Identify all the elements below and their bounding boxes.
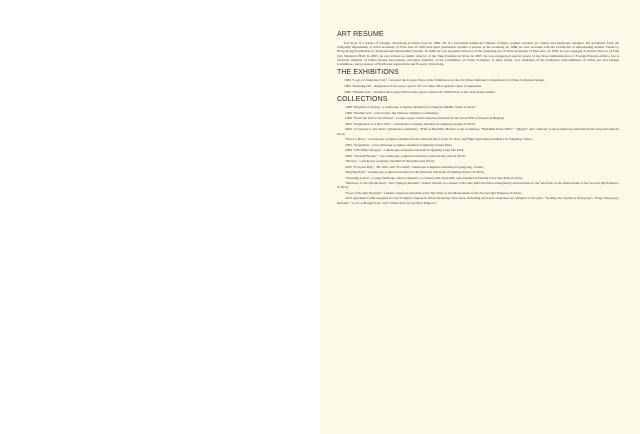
collection-item: 2005 "Serendkin", cute landscape sculpture installed at Qujiang Ocean Park; [345, 142, 453, 147]
page-content [337, 29, 619, 206]
collection-item: 2008 "Old White Dragon", a landscape sculpture installed in Qujiang Lake Site Park; [345, 148, 465, 153]
collection-item: 1988 "Rhythm of Spring", a landscape sculpture installed in Chang'an Middle Street in Xi'an; [345, 105, 476, 110]
collections-heading: COLLECTIONS [337, 95, 388, 103]
exhibition-item: 1990 "Shuttlecock", awarded the Copper Prize at the Sports-related Art Exhibition of the 11th Asian Games. [344, 89, 496, 94]
collection-item: 2010 "Forgone Bag", "Bo Zhu" and "Football", landscape sculptures installed in Qingyang, Gansu; [345, 164, 484, 169]
collection-item: "Soul of the Qin Dynasty": a theme sculpture installed at the Site Park of the Mausoleum of the Second Qin Emperor in Xi'an; [345, 190, 522, 195]
art-resume-heading: ART RESUME [337, 31, 384, 38]
collection-item: 2013 Appointed chief designer for the Sculpture Square in Xi'an-Xianyang New Area, including such new sculptures as "Origins of the Qin", "Setting the Capital in Xianyang", "King Xiaogong's Reform", "Love at Hongu Pass" and "Unification by the First Emperor" [337, 196, 619, 205]
collection-item: "Memory of the Qin Dynasty" and "Qingqu Incident", indoor murals co-created with Chen Min and Zhou Zhengxiang and installed in the Site Park of the Mausoleum of the Second Qin Emperor in Xi'an; [337, 181, 619, 190]
book-page [320, 0, 640, 434]
exhibitions-heading: THE EXHIBITIONS [337, 68, 399, 76]
art-resume-paragraph: Liu Siyei is a native of Yanggu, Shandong province born in 1960. He is a renowned American Chinese sculptor, painter, modern art curator and landscape designer. He graduated from the Sculpting Department of Xi'an Academy of Fine Arts in 1983 and upon graduation became a teacher at the academy. In 1988, he was awarded with the Certificate of Outstanding Artistic Talent by Hong Kong Foundation for International Outstanding Talents. In 1990, he was appointed director of the Sculpting Art of Xi'an Academy of Fine Arts. In 1993, he was engaged as artistic director of Tian City Memorial Hall. In 2003, he was invited as artistic director of the Tang Paradise in Xi'an. In 2007, he was engaged as special expert of the State Administration of Foreign Experts Affairs. Liu is currently member of China Artists Association, executive member of the Committee of Urban Sculpture of West China, vice chairman of the Sculpture Subcommittee of China Art and Design Committee, and professor of Northwest Agriculture and Forestry University. [337, 40, 619, 67]
collection-item: 1990 "From the Past to the Future", a large copper relief sculpture installed in the Great Hall of People in Beijing; [345, 116, 505, 121]
collection-item: 2009 "Ancient Beauty", cute landscape sculpture installed at Wenchang Gate in Xi'an; [345, 153, 466, 158]
collection-item: "Playing Polo": a landscape sculpture installed in the National Site Park of Daming Palace in Xi'an; [345, 170, 485, 175]
collection-item: "Stunning Leave", a large landscape relief sculpture co-created with Chen Min and installed at Huaxia Cave Site Park in Xi'an; [345, 175, 523, 180]
exhibition-item: 1985 "Running On", designated as the prize cup for the 1st China Photography Open Competition. [344, 83, 483, 88]
collection-item: 2004 "A Journey to the West" (landscape sculpture), "Print of Buddha's Hands" (cute sculpture), "Buddhist Stone Pillar", "Qingxi" and "Abacus" (cute sculptures), installed in the Tang Paradise in Xi'an; [337, 127, 619, 136]
exhibition-item: 1984 "Logo of Xianyang City", awarded the Copper Prize at the Exhibition on the 1st China National Competition for Urban Sculpture Design. [344, 78, 546, 83]
collection-item: 2003 "Inspiration on Life Circle", a landscape sculpture installed in Qujiang Avenue in Xi'an; [345, 121, 476, 126]
collection-item: "Mouse", a landscape sculpture installed in Yuan Road in Xi'an; [345, 159, 435, 164]
collection-item: 1990 "Shuttlecock", collected by the Chinese Olympic Committee; [345, 110, 439, 115]
collection-item: "Furrow Plow", a landscape sculpture installed in the National Pilot Zone for New and High Agricultural Industry in Yangling, China; [345, 137, 533, 142]
